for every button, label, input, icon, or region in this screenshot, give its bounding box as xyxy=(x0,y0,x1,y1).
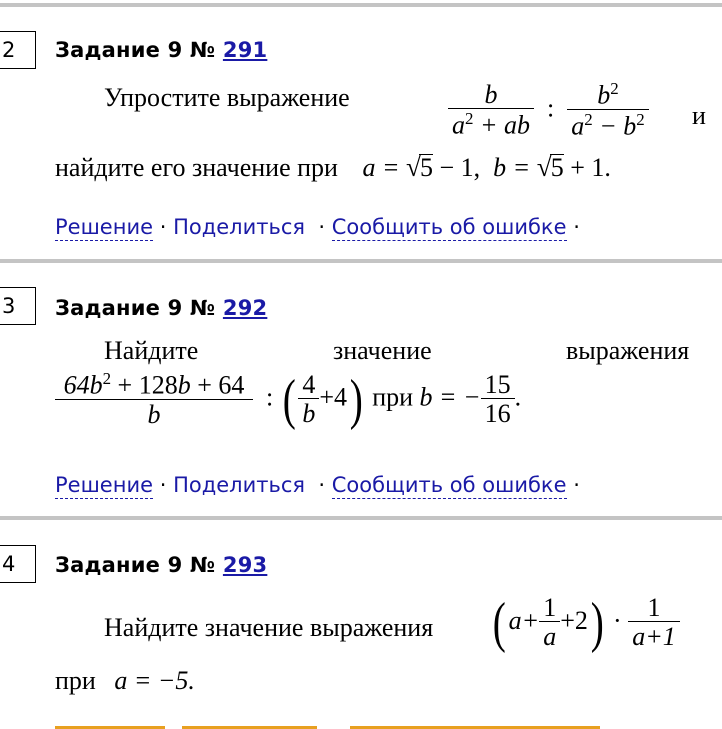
task-index-box: 3 xyxy=(0,287,36,325)
math-expression: ( a+ $\frac{1}{a}$ +2) · $\frac{1}{a+1}$ xyxy=(490,594,680,652)
task-links: Решение · Поделиться · Сообщить об ошибке · xyxy=(55,473,580,497)
task-links: Решение · Поделиться · Сообщить об ошибке · xyxy=(55,215,580,239)
fraction: $\frac{64b^2 + 128b + 64}{b}$ xyxy=(55,370,253,429)
task-text-end: и xyxy=(692,101,706,130)
math-expression: $\frac{64b^2 + 128b + 64}{b}$ : ( $\frac{4}{b}$ +4) при b = − $\frac{15}{16}$ . xyxy=(55,370,521,429)
fraction: $\frac{b^2}{a^2 - b^2}$ xyxy=(567,80,648,141)
task-number-link[interactable]: 291 xyxy=(222,38,268,62)
fraction: $\frac{b}{a^2 + ab}$ xyxy=(448,81,534,140)
share-link[interactable]: Поделиться xyxy=(173,215,306,239)
separator-top xyxy=(0,3,722,7)
task-text-line xyxy=(104,83,350,113)
fraction: $\frac{1}{a+1}$ xyxy=(628,594,680,652)
partial-links-row xyxy=(0,718,722,729)
task-text-line: при a = −5. xyxy=(55,666,195,695)
solution-link[interactable]: Решение xyxy=(55,215,154,239)
math-condition: a = √5 − 1, b = √5 + 1. xyxy=(362,152,611,182)
fraction: $\frac{1}{a}$ xyxy=(539,594,560,652)
separator xyxy=(0,516,722,520)
task-number-link[interactable]: 293 xyxy=(222,553,268,577)
share-link[interactable]: Поделиться xyxy=(173,473,306,497)
task-text-line: Найдите значение выражения xyxy=(104,613,434,642)
task-text-word: значение xyxy=(333,336,432,365)
report-error-link[interactable]: Сообщить об ошибке xyxy=(331,473,567,497)
task-text-line: найдите его значение при a = √5 − 1, b = √5 + 1. xyxy=(55,152,611,182)
task-index-box: 4 xyxy=(0,545,36,583)
task-title: Задание 9 № 292 xyxy=(55,296,268,320)
separator xyxy=(0,259,722,263)
math-condition: a = −5. xyxy=(114,666,195,695)
report-error-link[interactable]: Сообщить об ошибке xyxy=(331,215,567,239)
fraction: $\frac{15}{16}$ xyxy=(481,371,515,429)
task-title: Задание 9 № 291 xyxy=(55,38,268,62)
task-text-word: выражения xyxy=(566,336,690,365)
fraction: $\frac{4}{b}$ xyxy=(298,371,319,429)
task-index-box: 2 xyxy=(0,31,36,69)
task-number-link[interactable]: 292 xyxy=(222,296,268,320)
task-text-word: Найдите xyxy=(104,336,199,365)
solution-link[interactable]: Решение xyxy=(55,473,154,497)
math-expression: $\frac{b}{a^2 + ab}$ : $\frac{b^2}{a^2 - b^2}$ xyxy=(448,80,649,141)
task-title: Задание 9 № 293 xyxy=(55,553,268,577)
task-text: Упростите выражение xyxy=(104,83,350,112)
